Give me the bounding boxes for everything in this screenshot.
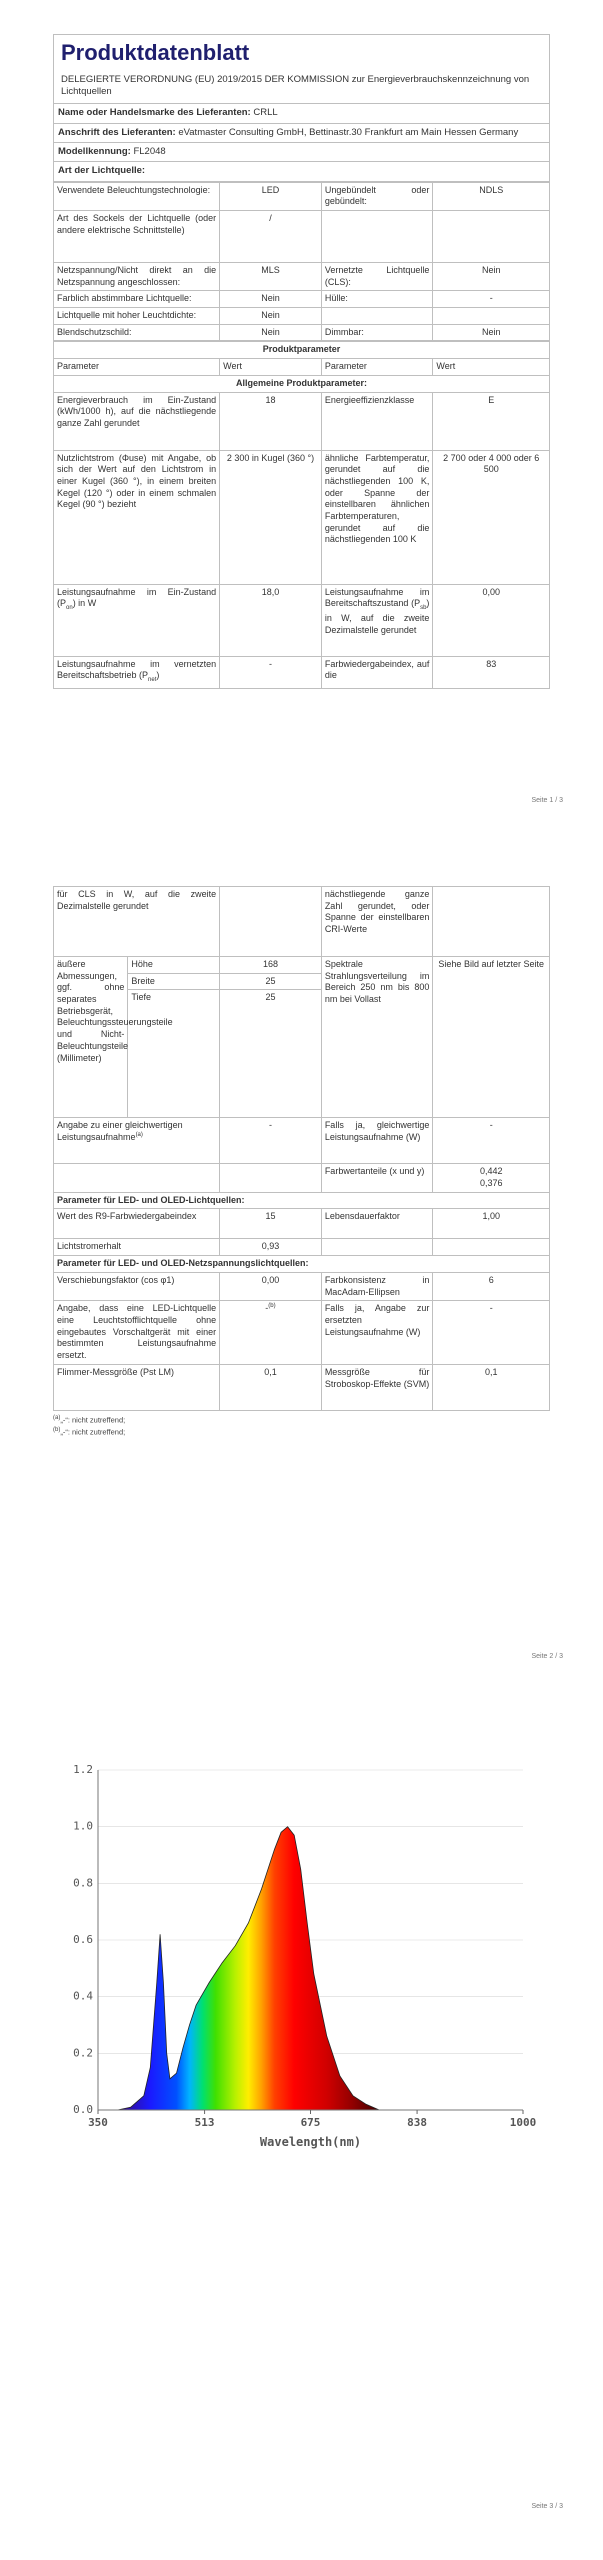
cell-spectral-label: Spektrale Strahlungsverteilung im Bereich 250 nm bis 800 nm bei Vollast [321,957,433,1118]
cell-replaced-power-label: Falls ja, Angabe zur ersetzten Leistungsaufnahme (W) [321,1301,433,1365]
cell-height-label: Höhe [128,957,220,974]
cell-dimensions-label: äußere Abmessungen, ggf. ohne separates Betriebsgerät, Beleuchtungssteuerungsteile und Nicht-Beleuchtungsteile (Millimeter) [54,957,128,1118]
cell-empty [220,887,322,957]
supplier-name: CRLL [253,107,278,119]
cell-cap-value: / [220,211,322,263]
x-tick-label: 1000 [509,2116,537,2129]
y-tick-label: 0.2 [73,2046,93,2060]
cell-cls-label: Vernetzte Lichtquelle (CLS): [321,263,433,291]
y-tick-label: 0.8 [73,1876,93,1890]
cell-tunable-value: Nein [220,291,322,308]
cell-glare-value: Nein [220,324,322,341]
cell-mains-value: MLS [220,263,322,291]
cell-net-standby-label [54,656,220,688]
led-parameters-heading: Parameter für LED- und OLED-Lichtquellen: [54,1192,550,1209]
document-title: Produktdatenblatt [61,40,250,65]
net-standby-text-end: ) [156,670,160,681]
cell-lumen-maintenance-label: Lichtstromerhalt [54,1239,220,1256]
y-tick-label: 0.4 [73,1989,93,2003]
cell-flux-value: 2 300 in Kugel (360 °) [220,450,322,584]
y-tick-label: 0.6 [73,1933,93,1946]
cell-replacement-value [220,1301,322,1365]
cell-survival-value: 1,00 [433,1209,550,1239]
cell-cct-label: ähnliche Farbtemperatur, gerundet auf die nächstliegenden 100 K, oder Spanne der einstellbaren ähnlichen Farbtemperaturen, gerundet auf die nächstliegenden 100 K [321,450,433,584]
cell-cls-value: Nein [433,263,550,291]
cell-chromaticity-label: Farbwertanteile (x und y) [321,1164,433,1192]
cell-width-value: 25 [220,973,322,990]
supplier-name-label: Name oder Handelsmarke des Lieferanten: [58,107,251,119]
page-footer-1: Seite 1 / 3 [531,797,563,804]
cell-flux-label: Nutzlichtstrom (Φuse) mit Angabe, ob sich der Wert auf den Lichtstrom in einer Kugel (360 °), in einem breiten Kegel (120 °) oder in einem schmalen Kegel (90 °) bezieht [54,450,220,584]
supplier-address: eVatmaster Consulting GmbH, Bettinastr.30 Frankfurt am Main Hessen Germany [178,126,519,138]
cell-empty [433,887,550,957]
col-header-value: Wert [220,359,322,376]
net-subscript: net [148,677,157,684]
cell-equivalent-power-label: Falls ja, gleichwertige Leistungsaufnahme (W) [321,1118,433,1164]
cell-displacement-value: 0,00 [220,1272,322,1300]
page-footer-2: Seite 2 / 3 [531,1653,563,1660]
page-3 [0,1700,603,2560]
cell-technology-value: LED [220,182,322,210]
cell-dimmable-label: Dimmbar: [321,324,433,341]
cell-directional-label: Ungebündelt oder gebündelt: [321,182,433,210]
cell-empty [54,1164,220,1192]
cell-depth-label: Tiefe [128,990,220,1118]
cell-equivalent-value: - [220,1118,322,1164]
cell-efficiency-value: E [433,392,550,450]
cell-flicker-value: 0,1 [220,1365,322,1411]
cell-envelope-label: Hülle: [321,291,433,308]
net-standby-text: Leistungsaufnahme im vernetzten Bereitschaftsbetrieb (P [57,658,217,681]
supplier-address-row [54,123,550,142]
footnote-a-mark: (a) [53,1415,61,1422]
cell-height-value: 168 [220,957,322,974]
cell-directional-value: NDLS [433,182,550,210]
cell-cap-label: Art des Sockels der Lichtquelle (oder andere elektrische Schnittstelle) [54,211,220,263]
x-tick-label: 350 [88,2116,108,2129]
cell-replacement-label: Angabe, dass eine LED-Lichtquelle eine Leuchtstofflichtquelle ohne eingebautes Vorschaltgerät mit einer bestimmten Leistungsaufnahme ersetzt. [54,1301,220,1365]
cell-tunable-label: Farblich abstimmbare Lichtquelle: [54,291,220,308]
x-tick-label: 838 [407,2116,428,2129]
cell-chromaticity-value [433,1164,550,1192]
header-table [53,34,550,182]
product-parameters-heading: Produktparameter [54,342,550,359]
model-value: FL2048 [133,145,166,157]
cell-on-power-value: 18,0 [220,584,322,656]
footnote-b-ref: (b) [268,1303,276,1310]
light-source-table [53,182,550,342]
datasheet-page-1 [53,34,550,689]
cell-efficiency-label: Energieeffizienzklasse [321,392,433,450]
sb-subscript: sb [420,605,427,612]
spectrum-fill [118,1827,380,2110]
cell-spectral-value: Siehe Bild auf letzter Seite [433,957,550,1118]
footnote-b [53,1426,550,1438]
on-subscript: on [66,605,73,612]
footnote-b-mark: (b) [53,1427,61,1434]
cell-standby-label [321,584,433,656]
page-1 [0,0,603,820]
on-power-text-end: ) in W [72,598,97,609]
page-footer-3: Seite 3 / 3 [531,2503,563,2510]
cell-empty [321,211,433,263]
footnote-a-ref: (a) [135,1132,143,1139]
net-led-parameters-heading: Parameter für LED- und OLED-Netzspannungslichtquellen: [54,1256,550,1273]
cell-r9-value: 15 [220,1209,322,1239]
cell-luminance-label: Lichtquelle mit hoher Leuchtdichte: [54,308,220,325]
datasheet-page-2 [53,886,550,1438]
cell-standby-value: 0,00 [433,584,550,656]
cell-flicker-label: Flimmer-Messgröße (Pst LM) [54,1365,220,1411]
col-header-value: Wert [433,359,550,376]
cell-r9-label: Wert des R9-Farbwiedergabeindex [54,1209,220,1239]
cell-depth-value: 25 [220,990,322,1118]
cell-stroboscopic-value: 0,1 [433,1365,550,1411]
cell-luminance-value: Nein [220,308,322,325]
cell-empty [321,1239,433,1256]
cell-dimmable-value: Nein [433,324,550,341]
y-tick-label: 1.2 [73,1763,93,1776]
light-source-type-heading: Art der Lichtquelle: [54,162,550,181]
cell-equivalent-power-value: - [433,1118,550,1164]
col-header-parameter: Parameter [321,359,433,376]
cell-cls-continued: für CLS in W, auf die zweite Dezimalstelle gerundet [54,887,220,957]
cell-envelope-value: - [433,291,550,308]
general-parameters-heading: Allgemeine Produktparameter: [54,375,550,392]
cell-survival-label: Lebensdauerfaktor [321,1209,433,1239]
cell-empty [433,308,550,325]
cell-consistency-value: 6 [433,1272,550,1300]
cell-replaced-power-value: - [433,1301,550,1365]
supplier-address-label: Anschrift des Lieferanten: [58,126,176,138]
cell-equivalent-label [54,1118,220,1164]
page-2 [0,860,603,1690]
cell-empty [321,308,433,325]
chromaticity-x: 0,442 [479,1166,503,1177]
cell-empty [433,1239,550,1256]
cell-lumen-maintenance-value: 0,93 [220,1239,322,1256]
cell-cri-value: 83 [433,656,550,688]
replacement-dash: - [265,1303,269,1314]
on-power-text: Leistungsaufnahme im Ein-Zustand (P [57,586,217,609]
spectral-distribution-chart [58,1750,538,2160]
col-header-parameter: Parameter [54,359,220,376]
cell-net-standby-value: - [220,656,322,688]
cell-stroboscopic-label: Messgröße für Stroboskop-Effekte (SVM) [321,1365,433,1411]
x-tick-label: 675 [300,2116,321,2129]
x-tick-label: 513 [194,2116,215,2129]
cell-consistency-label: Farbkonsistenz in MacAdam-Ellipsen [321,1272,433,1300]
cell-displacement-label: Verschiebungsfaktor (cos φ1) [54,1272,220,1300]
standby-text: Leistungsaufnahme im Bereitschaftszustand (P [324,586,430,609]
footnote-a-text: „-“: nicht zutreffend; [60,1415,126,1425]
cell-empty [220,1164,322,1192]
model-label: Modellkennung: [58,145,131,157]
y-tick-label: 1.0 [73,1819,93,1833]
cell-technology-label: Verwendete Beleuchtungstechnologie: [54,182,220,210]
equivalent-text: Angabe zu einer gleichwertigen Leistungsaufnahme [57,1120,183,1143]
chromaticity-y: 0,376 [479,1178,503,1189]
product-parameters-table [53,341,550,688]
supplier-name-row [54,104,550,123]
spectrum-area [118,1827,380,2110]
footnote-a [53,1414,550,1426]
standby-text-end: ) in W, auf die zweite Dezimalstelle gerundet [324,598,430,635]
cell-energy-label: Energieverbrauch im Ein-Zustand (kWh/1000 h), auf die nächstliegende ganze Zahl gerundet [54,392,220,450]
footnote-b-text: „-“: nicht zutreffend; [60,1427,126,1437]
cell-empty [433,211,550,263]
cell-energy-value: 18 [220,392,322,450]
cell-cct-value: 2 700 oder 4 000 oder 6 500 [433,450,550,584]
y-tick-label: 0.0 [73,2103,93,2116]
cell-width-label: Breite [128,973,220,990]
cell-cri-continued: nächstliegende ganze Zahl gerundet, oder Spanne der einstellbaren CRI-Werte [321,887,433,957]
cell-mains-label: Netzspannung/Nicht direkt an die Netzspannung angeschlossen: [54,263,220,291]
product-parameters-table-continued [53,886,550,1411]
x-axis-label: Wavelength(nm) [259,2135,362,2149]
cell-on-power-label [54,584,220,656]
cell-cri-label: Farbwiedergabeindex, auf die [321,656,433,688]
cell-glare-label: Blendschutzschild: [54,324,220,341]
document-subtitle: DELEGIERTE VERORDNUNG (EU) 2019/2015 DER KOMMISSION zur Energieverbrauchskennzeichnung von Lichtquellen [61,73,530,97]
model-row [54,142,550,161]
